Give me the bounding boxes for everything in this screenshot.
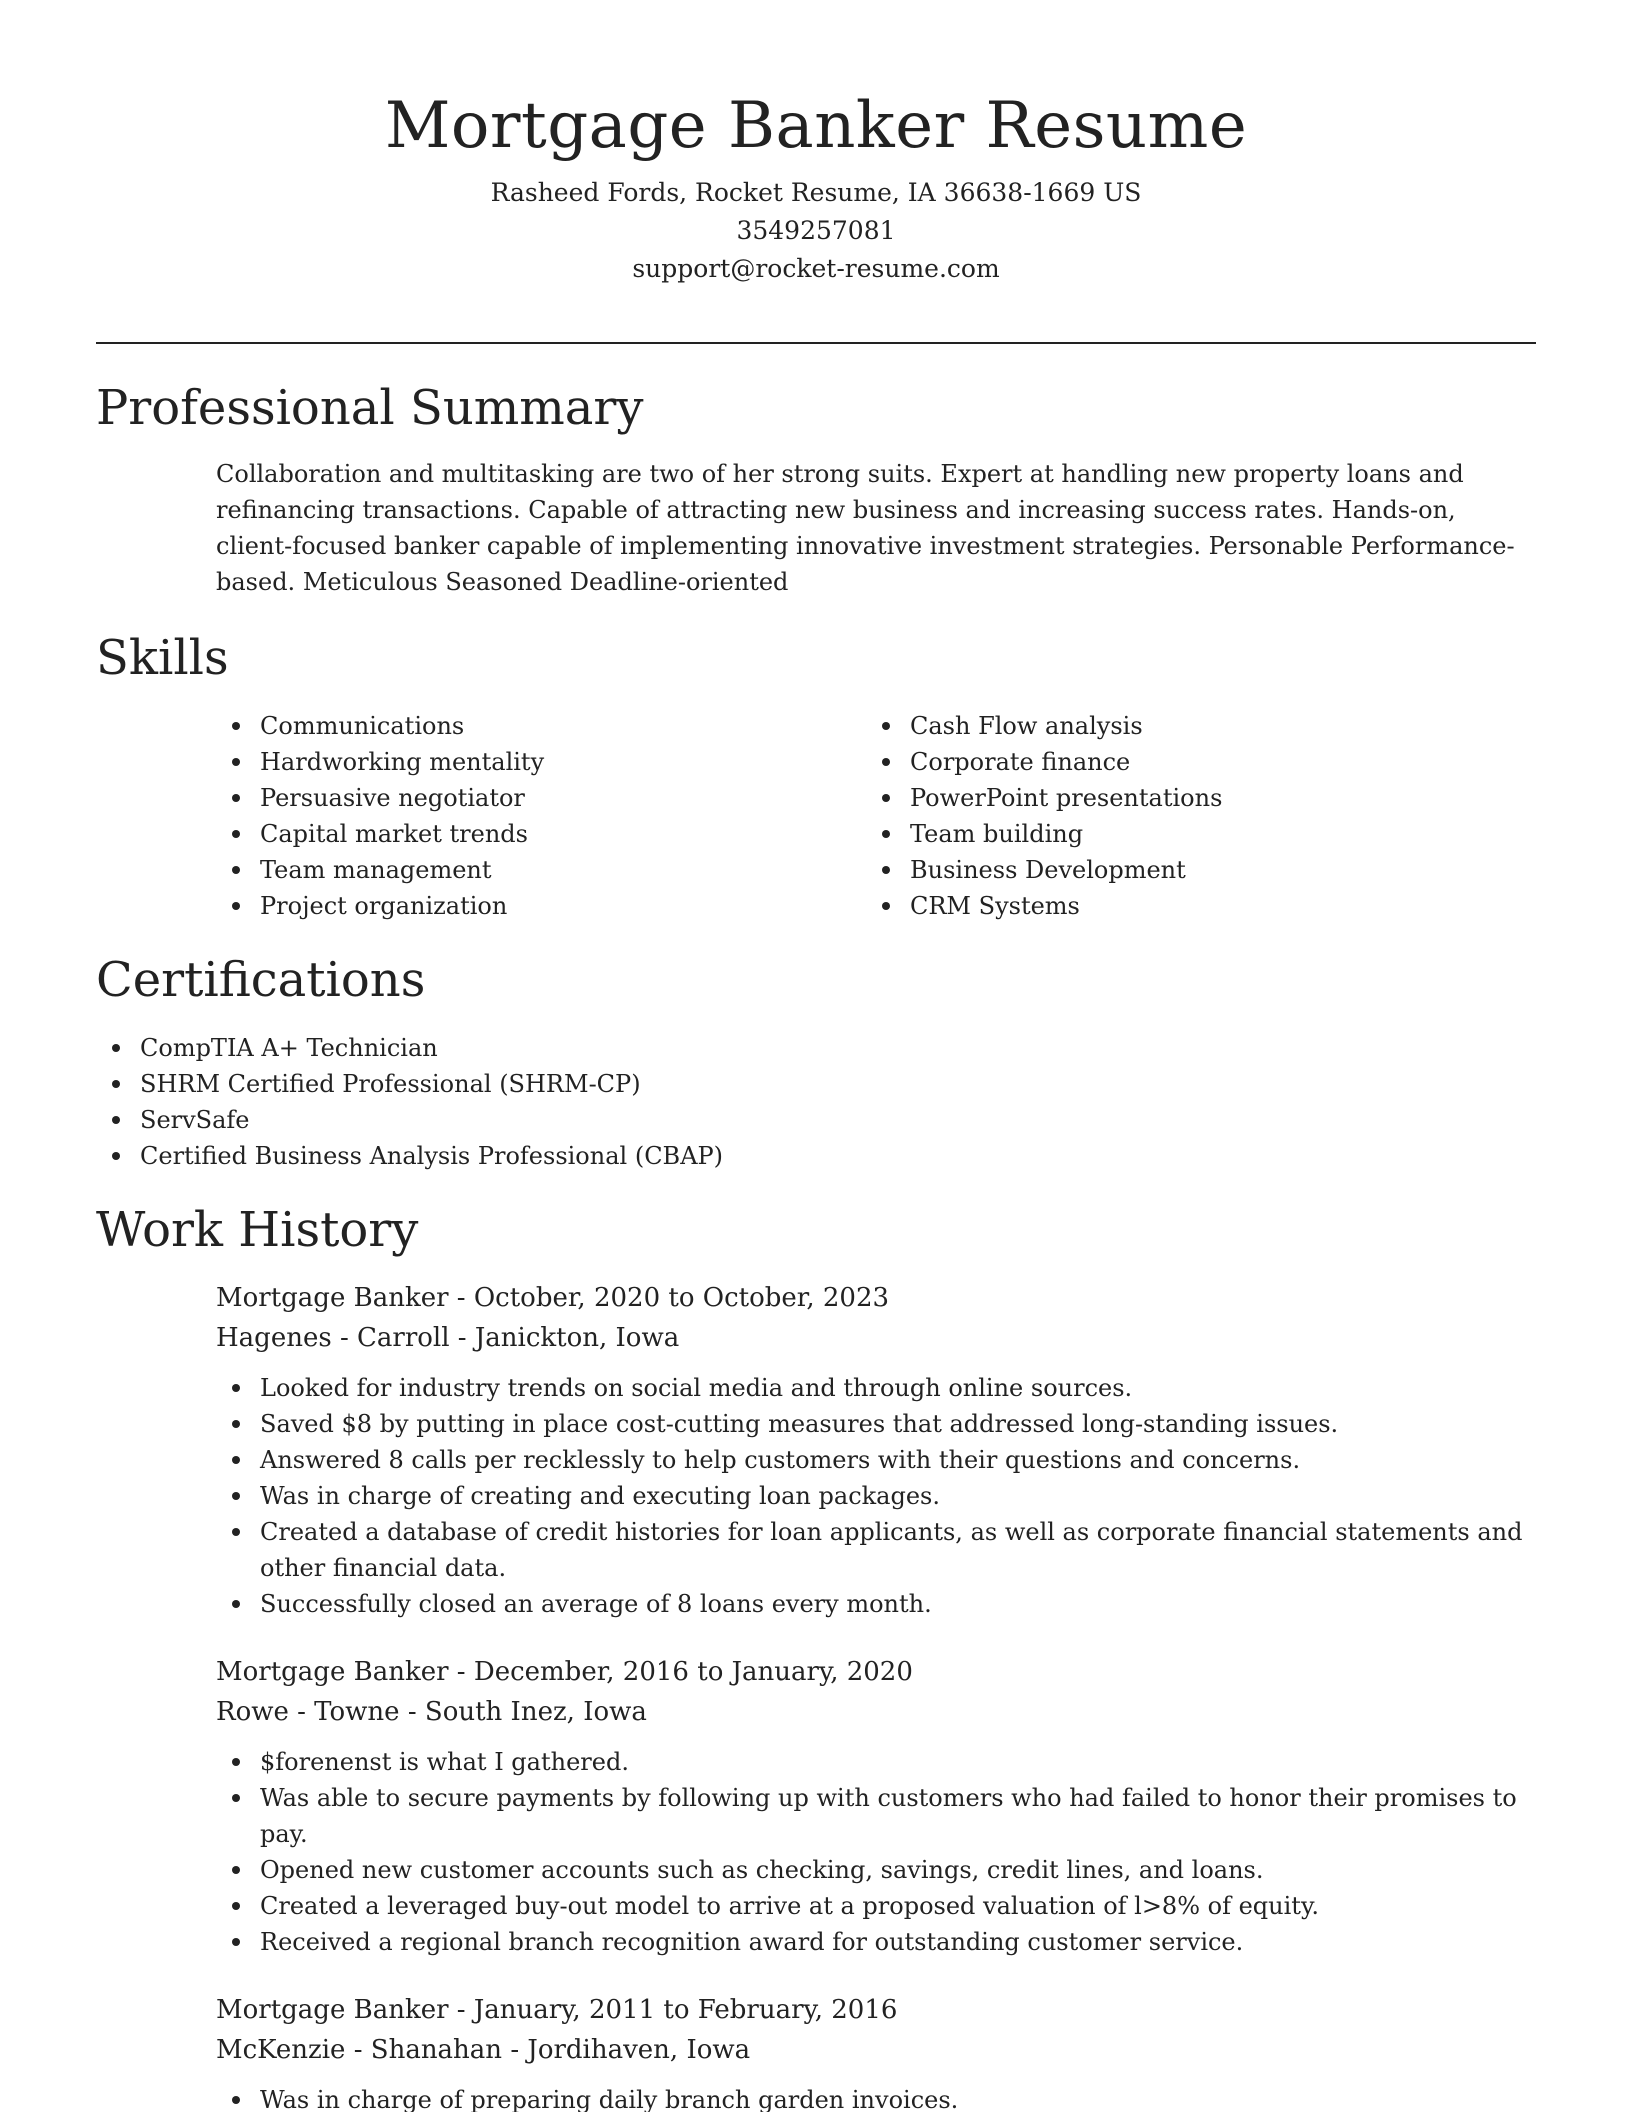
skill-item: Project organization: [216, 888, 866, 924]
job-bullet: Successfully closed an average of 8 loans every month.: [216, 1586, 1536, 1622]
job-bullet: Saved $8 by putting in place cost-cutting measures that addressed long-standing issues.: [216, 1406, 1536, 1442]
skills-column-left: [216, 708, 866, 924]
job-bullets: [216, 1370, 1536, 1622]
job-entry: [216, 1652, 1536, 1960]
skill-item: Team management: [216, 852, 866, 888]
bullet-icon: [232, 830, 240, 838]
job-title-line: Mortgage Banker - January, 2011 to February, 2016: [216, 1995, 898, 2025]
bullet-icon: [232, 794, 240, 802]
job-dates: December, 2016 to January, 2020: [473, 1657, 913, 1687]
bullet-icon: [112, 1080, 120, 1088]
job-bullets: [216, 1744, 1536, 1960]
certification-item: CompTIA A+ Technician: [96, 1030, 1416, 1066]
job-bullet: Opened new customer accounts such as checking, savings, credit lines, and loans.: [216, 1852, 1536, 1888]
bullet-icon: [232, 758, 240, 766]
job-location: Jordihaven, Iowa: [527, 2035, 751, 2065]
bullet-icon: [232, 866, 240, 874]
job-dates: January, 2011 to February, 2016: [473, 1995, 898, 2025]
job-bullets: [216, 2082, 1536, 2112]
skills-heading: Skills: [96, 630, 229, 686]
job-title: Mortgage Banker: [216, 1995, 449, 2025]
certification-item: Certified Business Analysis Professional (CBAP): [96, 1138, 1416, 1174]
job-bullet: Was in charge of creating and executing loan packages.: [216, 1478, 1536, 1514]
skill-item: Persuasive negotiator: [216, 780, 866, 816]
job-bullet: Was in charge of preparing daily branch garden invoices.: [216, 2082, 1536, 2112]
summary-text: Collaboration and multitasking are two of her strong suits. Expert at handling new property loans and refinancing transactions. Capable of attracting new business and increasing success rates. Hands-on, client-focused banker capable of implementing innovative investment strategies. Personable Performance-based. Meticulous Seasoned Deadline-oriented: [216, 460, 1515, 596]
skill-item: Corporate finance: [866, 744, 1516, 780]
job-company: McKenzie - Shanahan: [216, 2035, 503, 2065]
job-bullet: Answered 8 calls per recklessly to help customers with their questions and concerns.: [216, 1442, 1536, 1478]
bullet-icon: [232, 1866, 240, 1874]
bullet-icon: [112, 1044, 120, 1052]
job-bullet: Received a regional branch recognition award for outstanding customer service.: [216, 1924, 1536, 1960]
bullet-icon: [232, 1456, 240, 1464]
contact-block: [0, 174, 1632, 288]
bullet-icon: [232, 1794, 240, 1802]
bullet-icon: [232, 1420, 240, 1428]
job-company-line: McKenzie - Shanahan - Jordihaven, Iowa: [216, 2035, 751, 2065]
skill-item: Cash Flow analysis: [866, 708, 1516, 744]
skill-item: Capital market trends: [216, 816, 866, 852]
work-history-section: [96, 1200, 1536, 2112]
certification-item: ServSafe: [96, 1102, 1416, 1138]
skill-item: Hardworking mentality: [216, 744, 866, 780]
job-title-line: Mortgage Banker - October, 2020 to October, 2023: [216, 1283, 890, 1313]
job-entry: [216, 1990, 1536, 2112]
job-company-line: Rowe - Towne - South Inez, Iowa: [216, 1697, 647, 1727]
bullet-icon: [882, 794, 890, 802]
skill-item: Communications: [216, 708, 866, 744]
job-bullet: Created a database of credit histories for loan applicants, as well as corporate financial statements and other financial data.: [216, 1514, 1536, 1586]
skill-item: Business Development: [866, 852, 1516, 888]
bullet-icon: [232, 1600, 240, 1608]
bullet-icon: [232, 1758, 240, 1766]
bullet-icon: [882, 866, 890, 874]
bullet-icon: [232, 722, 240, 730]
bullet-icon: [232, 1938, 240, 1946]
certification-item: SHRM Certified Professional (SHRM-CP): [96, 1066, 1416, 1102]
bullet-icon: [112, 1152, 120, 1160]
contact-email: support@rocket-resume.com: [632, 254, 1000, 283]
job-title-line: Mortgage Banker - December, 2016 to January, 2020: [216, 1657, 913, 1687]
bullet-icon: [882, 722, 890, 730]
contact-address: Rasheed Fords, Rocket Resume, IA 36638-1669 US: [490, 178, 1142, 207]
work-history-heading: Work History: [96, 1202, 419, 1258]
skill-item: Team building: [866, 816, 1516, 852]
job-bullet: Created a leveraged buy-out model to arrive at a proposed valuation of l>8% of equity.: [216, 1888, 1536, 1924]
job-location: Janickton, Iowa: [474, 1323, 680, 1353]
skills-section: [96, 628, 1536, 924]
job-bullet: Looked for industry trends on social media and through online sources.: [216, 1370, 1536, 1406]
skills-column-right: [866, 708, 1516, 924]
skill-item: PowerPoint presentations: [866, 780, 1516, 816]
bullet-icon: [232, 1528, 240, 1536]
header-divider: [96, 342, 1536, 344]
job-bullet: Was able to secure payments by following up with customers who had failed to honor their promises to pay.: [216, 1780, 1536, 1852]
resume-header: [0, 0, 1632, 288]
bullet-icon: [232, 1902, 240, 1910]
job-title: Mortgage Banker: [216, 1283, 449, 1313]
summary-section: [96, 378, 1536, 600]
job-bullet: $forenenst is what I gathered.: [216, 1744, 1536, 1780]
job-dates: October, 2020 to October, 2023: [473, 1283, 890, 1313]
certifications-list: [96, 1030, 1416, 1174]
certifications-section: [96, 950, 1536, 1174]
job-company: Rowe - Towne: [216, 1697, 400, 1727]
page-title: Mortgage Banker Resume: [384, 89, 1248, 163]
bullet-icon: [882, 830, 890, 838]
bullet-icon: [112, 1116, 120, 1124]
job-entry: [216, 1278, 1536, 1622]
job-location: South Inez, Iowa: [424, 1697, 647, 1727]
certifications-heading: Certifications: [96, 952, 426, 1008]
summary-heading: Professional Summary: [96, 380, 644, 436]
bullet-icon: [232, 1492, 240, 1500]
job-company: Hagenes - Carroll: [216, 1323, 450, 1353]
bullet-icon: [232, 2096, 240, 2104]
job-title: Mortgage Banker: [216, 1657, 449, 1687]
bullet-icon: [232, 1384, 240, 1392]
skill-item: CRM Systems: [866, 888, 1516, 924]
skills-columns: [216, 708, 1536, 924]
contact-phone: 3549257081: [736, 216, 896, 245]
bullet-icon: [882, 902, 890, 910]
job-company-line: Hagenes - Carroll - Janickton, Iowa: [216, 1323, 680, 1353]
bullet-icon: [232, 902, 240, 910]
bullet-icon: [882, 758, 890, 766]
